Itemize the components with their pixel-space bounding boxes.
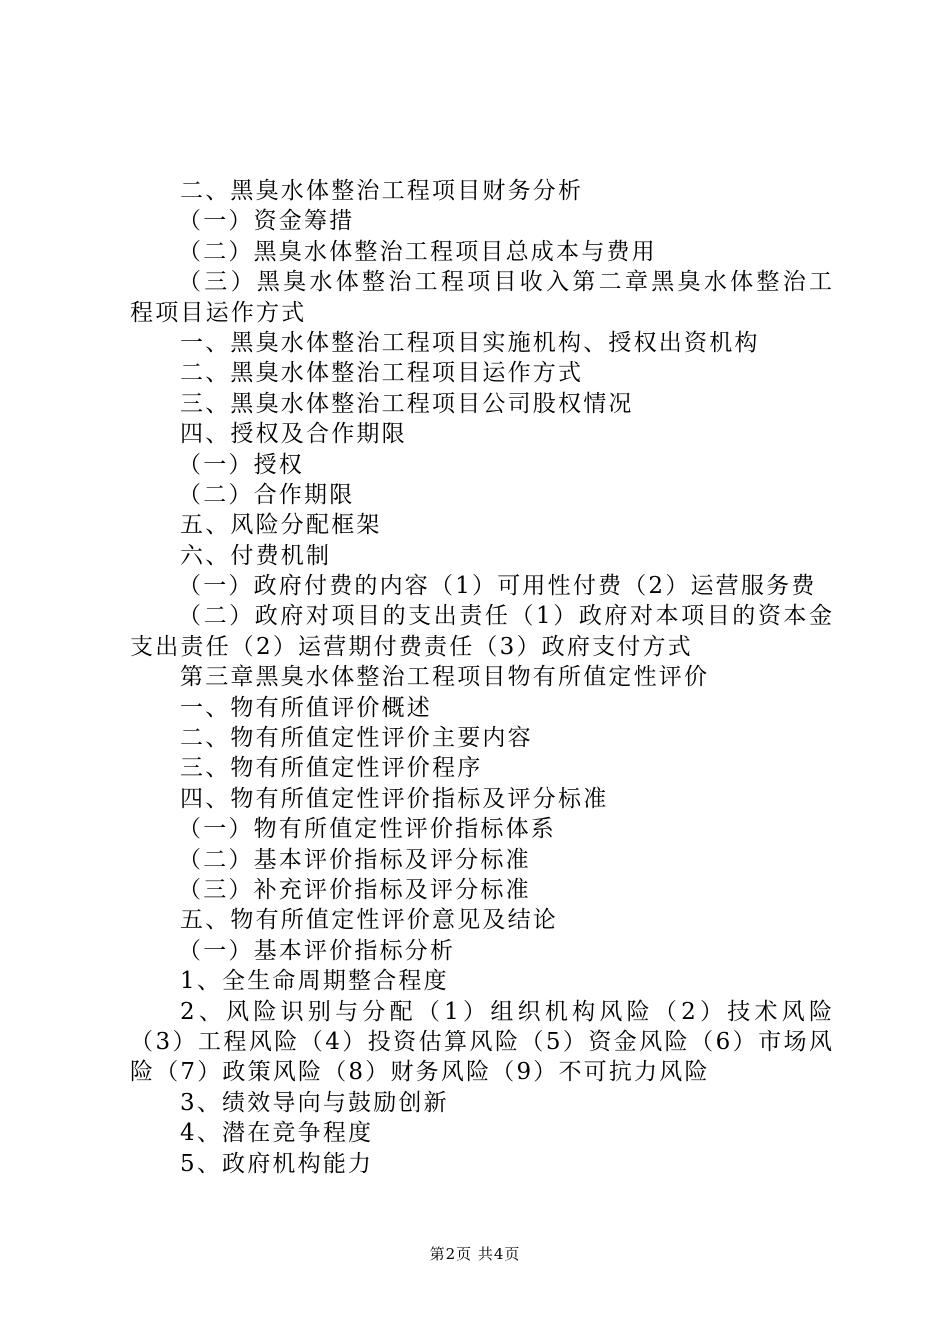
document-line: 3、绩效导向与鼓励创新 (180, 1089, 449, 1116)
document-line: 一、黑臭水体整治工程项目实施机构、授权出资机构 (180, 329, 760, 356)
document-line: 险（7）政策风险（8）财务风险（9）不可抗力风险 (130, 1059, 710, 1086)
document-line: 五、风险分配框架 (180, 512, 382, 539)
document-line: 二、黑臭水体整治工程项目财务分析 (180, 178, 584, 204)
document-line: （一）物有所值定性评价指标体系 (178, 816, 556, 843)
document-line: 5、政府机构能力 (180, 1150, 374, 1177)
document-line: 1、全生命周期整合程度 (180, 968, 449, 995)
document-line: （二）政府对项目的支出责任（1）政府对本项目的资本金 (178, 603, 832, 630)
document-line: （一）基本评价指标分析 (178, 937, 456, 964)
document-line: 四、授权及合作期限 (180, 421, 407, 448)
document-line: （一）政府付费的内容（1）可用性付费（2）运营服务费 (178, 573, 817, 600)
document-line: （三）补充评价指标及评分标准 (178, 876, 531, 903)
document-line: （3）工程风险（4）投资估算风险（5）资金风险（6）市场风 (130, 1028, 832, 1055)
document-line: 第三章黑臭水体整治工程项目物有所值定性评价 (180, 664, 710, 691)
page-footer: 第2页 共4页 (429, 1245, 521, 1263)
document-line: （二）合作期限 (178, 481, 355, 508)
document-line: 四、物有所值定性评价指标及评分标准 (180, 785, 609, 812)
document-line: 五、物有所值定性评价意见及结论 (180, 907, 558, 934)
document-line: 二、黑臭水体整治工程项目运作方式 (180, 360, 584, 387)
document-line: 4、潜在竞争程度 (180, 1120, 374, 1147)
document-body (130, 176, 832, 1179)
document-line: 2、风险识别与分配（1）组织机构风险（2）技术风险 (180, 998, 832, 1025)
document-line: （二）黑臭水体整治工程项目总成本与费用 (178, 238, 657, 265)
document-line: 六、付费机制 (180, 542, 332, 569)
document-line: 二、物有所值定性评价主要内容 (180, 725, 533, 752)
document-line: （一）授权 (178, 451, 304, 478)
document-line: 支出责任（2）运营期付费责任（3）政府支付方式 (130, 633, 693, 660)
document-line: （二）基本评价指标及评分标准 (178, 846, 531, 873)
document-line: （一）资金筹措 (178, 208, 355, 235)
document-line: （三）黑臭水体整治工程项目收入第二章黑臭水体整治工 (178, 269, 832, 296)
document-line: 程项目运作方式 (130, 299, 307, 326)
document-line: 一、物有所值评价概述 (180, 694, 432, 721)
document-line: 三、物有所值定性评价程序 (180, 755, 483, 782)
document-line: 三、黑臭水体整治工程项目公司股权情况 (180, 390, 634, 417)
